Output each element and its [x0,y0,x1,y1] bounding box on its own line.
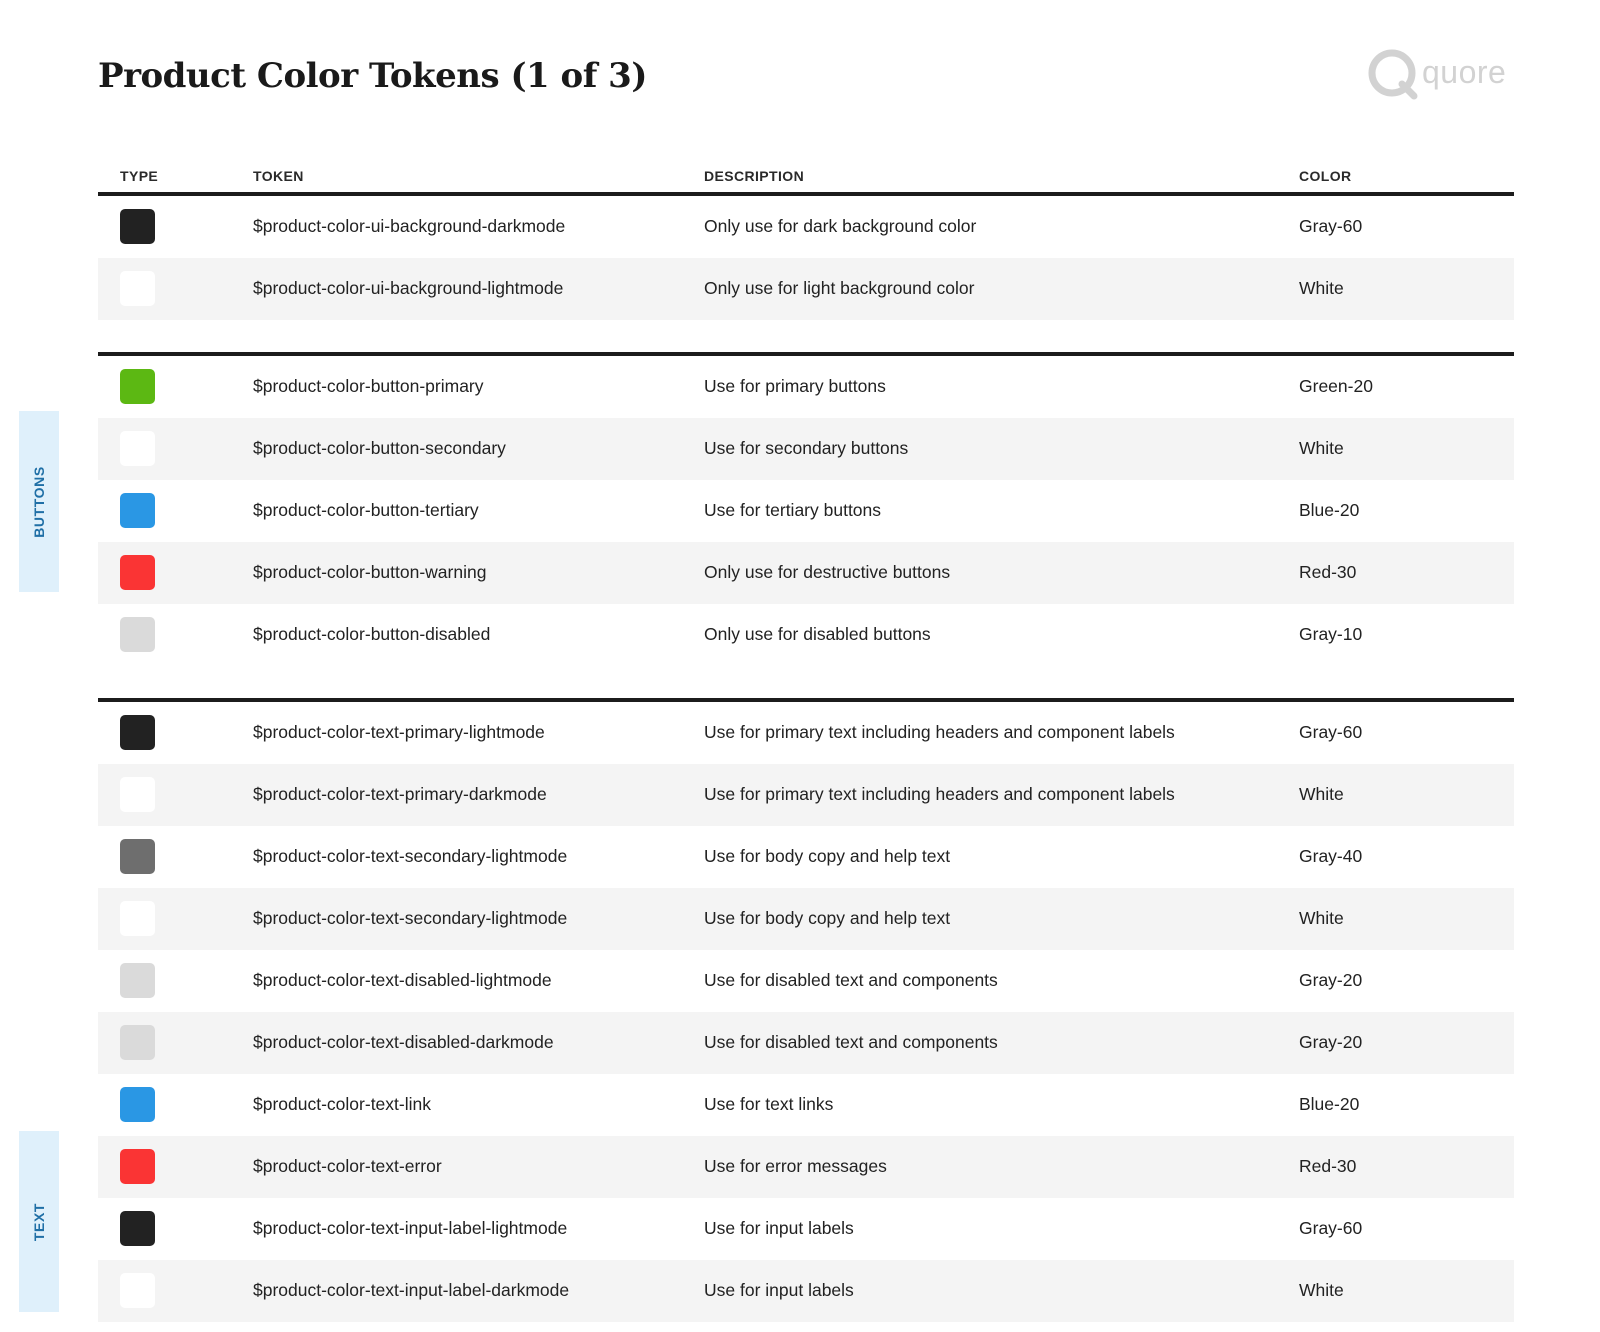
token-name: $product-color-button-primary [253,376,484,396]
quore-logo-text: quore [1422,54,1507,90]
token-description: Use for body copy and help text [704,846,951,866]
table-row [98,418,1514,480]
side-tab-text-label: TEXT [31,1202,47,1241]
token-name: $product-color-text-input-label-darkmode [253,1280,570,1300]
token-description: Use for primary buttons [704,376,886,396]
group-spacer [98,666,1514,698]
token-color-name: White [1299,438,1344,458]
quore-logo-mark-icon [1368,48,1420,100]
color-swatch [120,1087,155,1122]
token-color-name: Green-20 [1299,376,1373,396]
table-row [98,702,1514,764]
token-color-name: Gray-20 [1299,1032,1363,1052]
token-description: Use for primary text including headers and component labels [704,784,1175,804]
token-name: $product-color-button-disabled [253,624,491,644]
token-name: $product-color-ui-background-lightmode [253,278,564,298]
token-name: $product-color-text-disabled-lightmode [253,970,552,990]
token-name: $product-color-text-disabled-darkmode [253,1032,554,1052]
color-swatch [120,901,155,936]
token-name: $product-color-button-secondary [253,438,506,458]
color-swatch [120,493,155,528]
token-description: Use for tertiary buttons [704,500,882,520]
table-row [98,1322,1514,1332]
table-row [98,1198,1514,1260]
token-description: Use for secondary buttons [704,438,909,458]
token-color-name: Gray-20 [1299,970,1363,990]
token-color-name: Red-30 [1299,562,1357,582]
token-color-name: Blue-20 [1299,1094,1360,1114]
token-group [98,192,1514,320]
token-description: Only use for disabled buttons [704,624,931,644]
table-row [98,1260,1514,1322]
token-description: Use for error messages [704,1156,887,1176]
side-tab-buttons-label: BUTTONS [31,465,47,538]
table-row [98,480,1514,542]
token-color-name: Gray-60 [1299,216,1363,236]
table-row [98,826,1514,888]
table-row [98,764,1514,826]
color-swatch [120,271,155,306]
token-name: $product-color-ui-background-darkmode [253,216,566,236]
table-body [98,192,1514,1332]
side-tab-text [19,1131,59,1312]
table-row [98,356,1514,418]
color-swatch [120,1149,155,1184]
color-swatch [120,431,155,466]
token-color-name: Gray-60 [1299,722,1363,742]
token-description: Use for text links [704,1094,834,1114]
side-tab-buttons [19,411,59,592]
table-row [98,196,1514,258]
table-row [98,1136,1514,1198]
quore-logo [1368,48,1516,100]
token-color-name: Gray-60 [1299,1218,1363,1238]
group-spacer [98,320,1514,352]
token-color-name: Blue-20 [1299,500,1360,520]
token-name: $product-color-text-link [253,1094,431,1114]
token-description: Only use for light background color [704,278,975,298]
token-name: $product-color-text-primary-lightmode [253,722,545,742]
column-header-token: TOKEN [253,168,304,184]
token-description: Only use for dark background color [704,216,977,236]
column-header-description: DESCRIPTION [704,168,805,184]
color-swatch [120,1273,155,1308]
color-swatch [120,209,155,244]
column-header-type: TYPE [120,168,159,184]
token-name: $product-color-button-warning [253,562,487,582]
token-description: Only use for destructive buttons [704,562,951,582]
token-group [98,352,1514,666]
table-row [98,1012,1514,1074]
color-swatch [120,963,155,998]
token-color-name: White [1299,908,1344,928]
token-color-name: Gray-40 [1299,846,1363,866]
token-name: $product-color-text-input-label-lightmode [253,1218,568,1238]
table-header [98,160,1514,192]
token-name: $product-color-text-primary-darkmode [253,784,547,804]
token-description: Use for disabled text and components [704,1032,998,1052]
color-swatch [120,617,155,652]
column-header-color: COLOR [1299,168,1352,184]
token-description: Use for primary text including headers and component labels [704,722,1175,742]
table-row [98,888,1514,950]
color-swatch [120,1211,155,1246]
table-row [98,604,1514,666]
token-color-name: White [1299,1280,1344,1300]
token-color-name: Gray-10 [1299,624,1363,644]
token-name: $product-color-text-error [253,1156,442,1176]
color-swatch [120,839,155,874]
token-color-name: White [1299,784,1344,804]
token-color-name: White [1299,278,1344,298]
table-row [98,258,1514,320]
token-group [98,698,1514,1332]
color-swatch [120,555,155,590]
color-swatch [120,1025,155,1060]
token-description: Use for input labels [704,1218,854,1238]
token-color-name: Red-30 [1299,1156,1357,1176]
table-row [98,1074,1514,1136]
color-swatch [120,715,155,750]
token-name: $product-color-button-tertiary [253,500,479,520]
token-name: $product-color-text-secondary-lightmode [253,846,568,866]
color-token-table [98,160,1514,1332]
color-swatch [120,777,155,812]
table-row [98,950,1514,1012]
token-description: Use for body copy and help text [704,908,951,928]
color-swatch [120,369,155,404]
table-row [98,542,1514,604]
token-description: Use for disabled text and components [704,970,998,990]
page-title: Product Color Tokens (1 of 3) [98,56,647,96]
token-description: Use for input labels [704,1280,854,1300]
token-name: $product-color-text-secondary-lightmode [253,908,568,928]
